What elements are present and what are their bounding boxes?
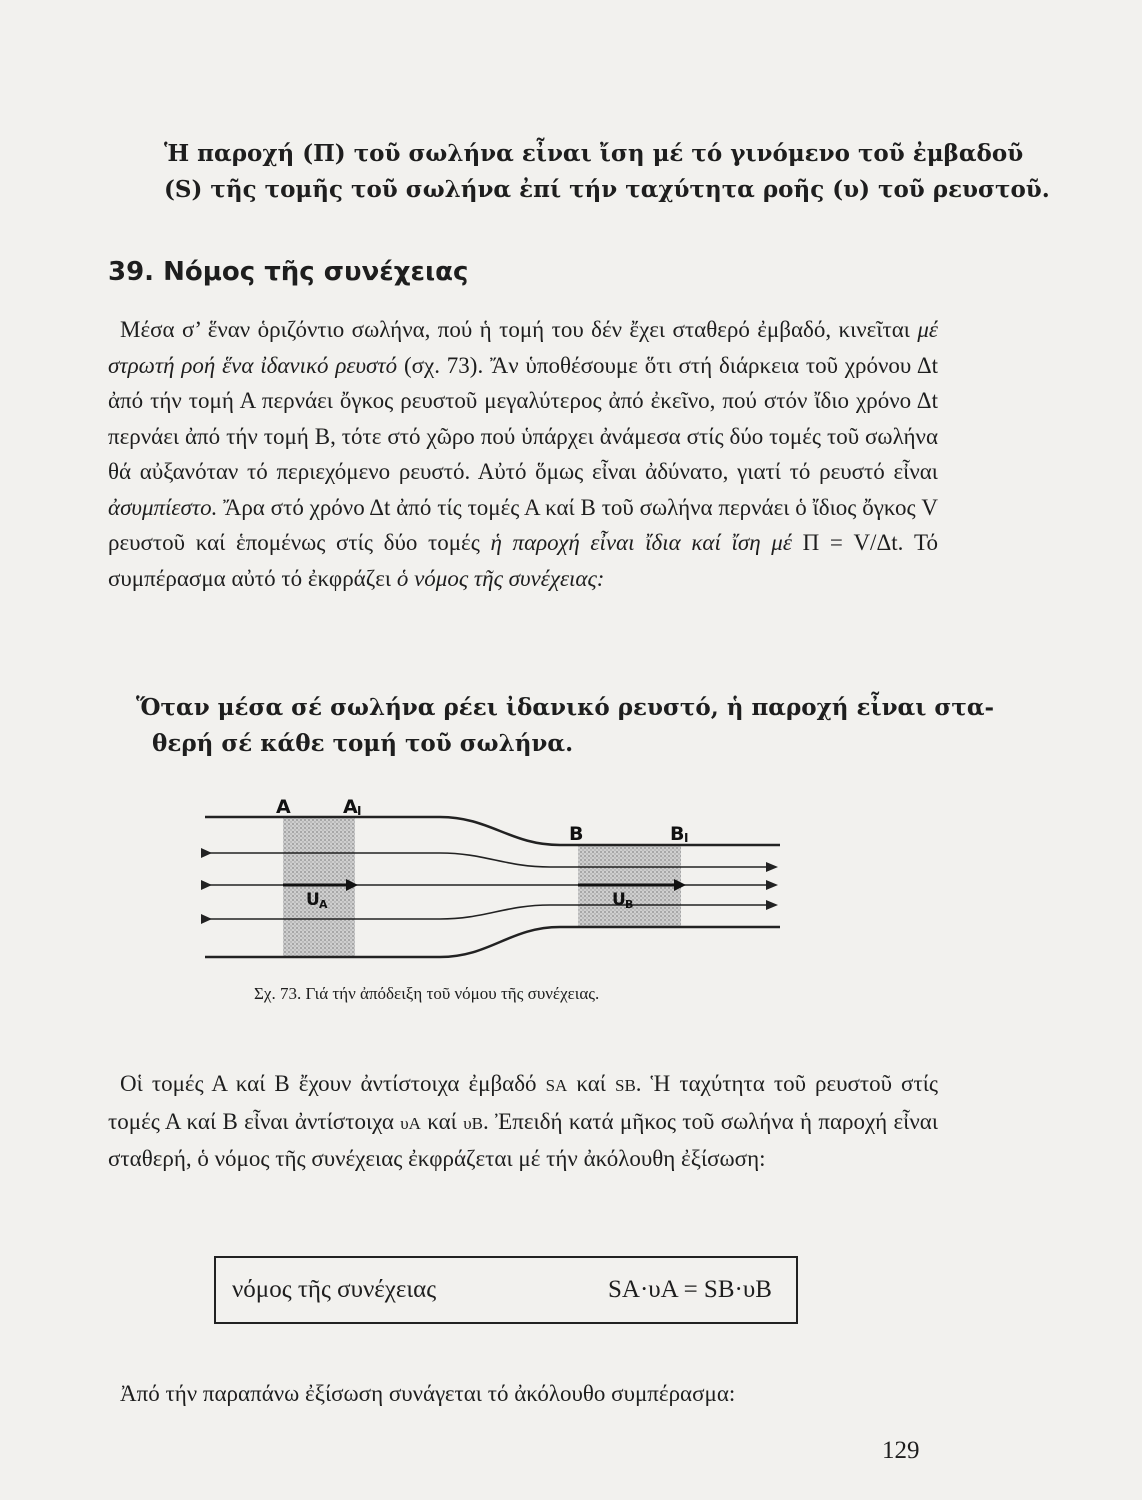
label-B: B <box>569 823 584 845</box>
paragraph-text: . Ἐπειδή κατά μῆκος τοῦ σωλήνα ἡ παροχή εἶναι σταθερή, ὁ νόμος τῆς συνέχειας ἐκφράζεται μέ τήν ἀκόλουθη ἐξίσωση: <box>108 1108 939 1171</box>
flow-rule-line-1: Ἡ παροχή (Π) τοῦ σωλήνα εἶναι ἴση μέ τό γινόμενο τοῦ ἐμβαδοῦ <box>164 140 1024 167</box>
equation-label: νόμος τῆς συνέχειας <box>232 1276 437 1303</box>
arrow-icon <box>766 862 778 872</box>
arrow-icon <box>201 914 212 924</box>
area-symbol-B: SB <box>614 1076 636 1095</box>
section-title: Νόμος τῆς συνέχειας <box>163 257 469 287</box>
continuity-equation: SA·υA = SB·υB <box>608 1276 772 1303</box>
velocity-symbol-A: υA <box>400 1113 421 1133</box>
label-uA: U <box>306 890 320 910</box>
area-symbol-A: SA <box>545 1076 568 1095</box>
paragraph-italic: ἡ παροχή εἶναι ἴδια καί ἴση μέ <box>490 530 792 555</box>
paragraph-italic: μέ στρωτή ροή ἕνα ἰδανικό ρευστό <box>108 317 938 378</box>
figure-caption: Σχ. 73. Γιά τήν ἀπόδειξη τοῦ νόμου τῆς συνέχειας. <box>254 984 600 1003</box>
paragraph-text: καί <box>567 1071 615 1096</box>
arrow-icon <box>201 880 212 890</box>
label-B1-subscript: I <box>684 831 689 845</box>
label-A: A <box>276 796 291 818</box>
arrow-icon <box>766 900 778 910</box>
paragraph-text: Οἱ τομές Α καί Β ἔχουν ἀντίστοιχα ἐμβαδό <box>120 1071 546 1096</box>
conclusion-line: Ἀπό τήν παραπάνω ἐξίσωση συνάγεται τό ἀκόλουθο συμπέρασμα: <box>120 1381 736 1406</box>
label-B1: B <box>670 823 685 845</box>
section-heading <box>108 252 468 292</box>
equation-box <box>214 1256 798 1324</box>
continuity-rule-line-2: θερή σέ κάθε τομή τοῦ σωλήνα. <box>152 730 574 757</box>
paragraph-text: . Ἡ ταχύτητα τοῦ ρευστοῦ στίς τομές Α καί Β εἶναι ἀντίστοιχα <box>108 1071 938 1134</box>
label-A1-subscript: I <box>357 804 362 818</box>
paragraph-sections <box>108 1066 938 1177</box>
paragraph-italic: ἀσυμπίεστο. <box>108 494 218 520</box>
paragraph-text: Ἄρα στό χρόνο Δt ἀπό τίς τομές Α καί Β τοῦ σωλήνα περνάει ὁ ἴδιος ὄγκος V ρευστοῦ καί ἑπομένως στίς δύο τομές <box>108 494 938 555</box>
arrow-icon <box>201 848 212 858</box>
label-uB: U <box>612 890 626 910</box>
label-uB-subscript: B <box>625 898 634 911</box>
paragraph-text: Μέσα σ’ ἕναν ὁριζόντιο σωλήνα, πού ἡ τομή του δέν ἔχει σταθερό ἐμβαδό, κινεῖται <box>120 317 918 342</box>
paragraph-text: Π = V/Δt. Τό συμπέρασμα αὐτό τό ἐκφράζει <box>108 530 938 591</box>
paragraph-italic: ὁ νόμος τῆς συνέχειας: <box>396 565 605 591</box>
paragraph-text: καί <box>420 1108 464 1134</box>
label-uA-subscript: A <box>319 898 328 911</box>
label-A1: A <box>343 796 358 818</box>
arrow-icon <box>766 880 778 890</box>
velocity-symbol-B: υB <box>463 1113 483 1133</box>
section-number: 39. <box>108 257 155 287</box>
volume-segment-A <box>283 817 355 957</box>
continuity-rule-line-1: Ὅταν μέσα σέ σωλήνα ρέει ἰδανικό ρευστό, ἡ παροχή εἶναι στα- <box>136 694 995 721</box>
flow-rule-line-2: (S) τῆς τομῆς τοῦ σωλήνα ἐπί τήν ταχύτητα ροῆς (υ) τοῦ ρευστοῦ. <box>164 176 1050 203</box>
paragraph-continuity-derivation <box>108 312 938 596</box>
paragraph-text: (σχ. 73). Ἄν ὑποθέσουμε ὅτι στή διάρκεια τοῦ χρόνου Δt ἀπό τήν τομή Α περνάει ὄγκος ρευστοῦ μεγαλύτερος ἀπό ἐκεῖνο, πού στόν ἴδιο χρόνο Δt περνάει ἀπό τήν τομή Β, τότε στό χῶρο πού ὑπάρχει ἀνάμεσα στίς δύο τομές τοῦ σωλήνα θά αὐξανόταν τό περιεχόμενο ρευστό. Αὐτό ὅμως εἶναι ἀδύνατο, γιατί τό ρευστό εἶναι <box>108 352 938 484</box>
continuity-pipe-figure <box>200 795 800 970</box>
page-number: 129 <box>882 1437 920 1464</box>
